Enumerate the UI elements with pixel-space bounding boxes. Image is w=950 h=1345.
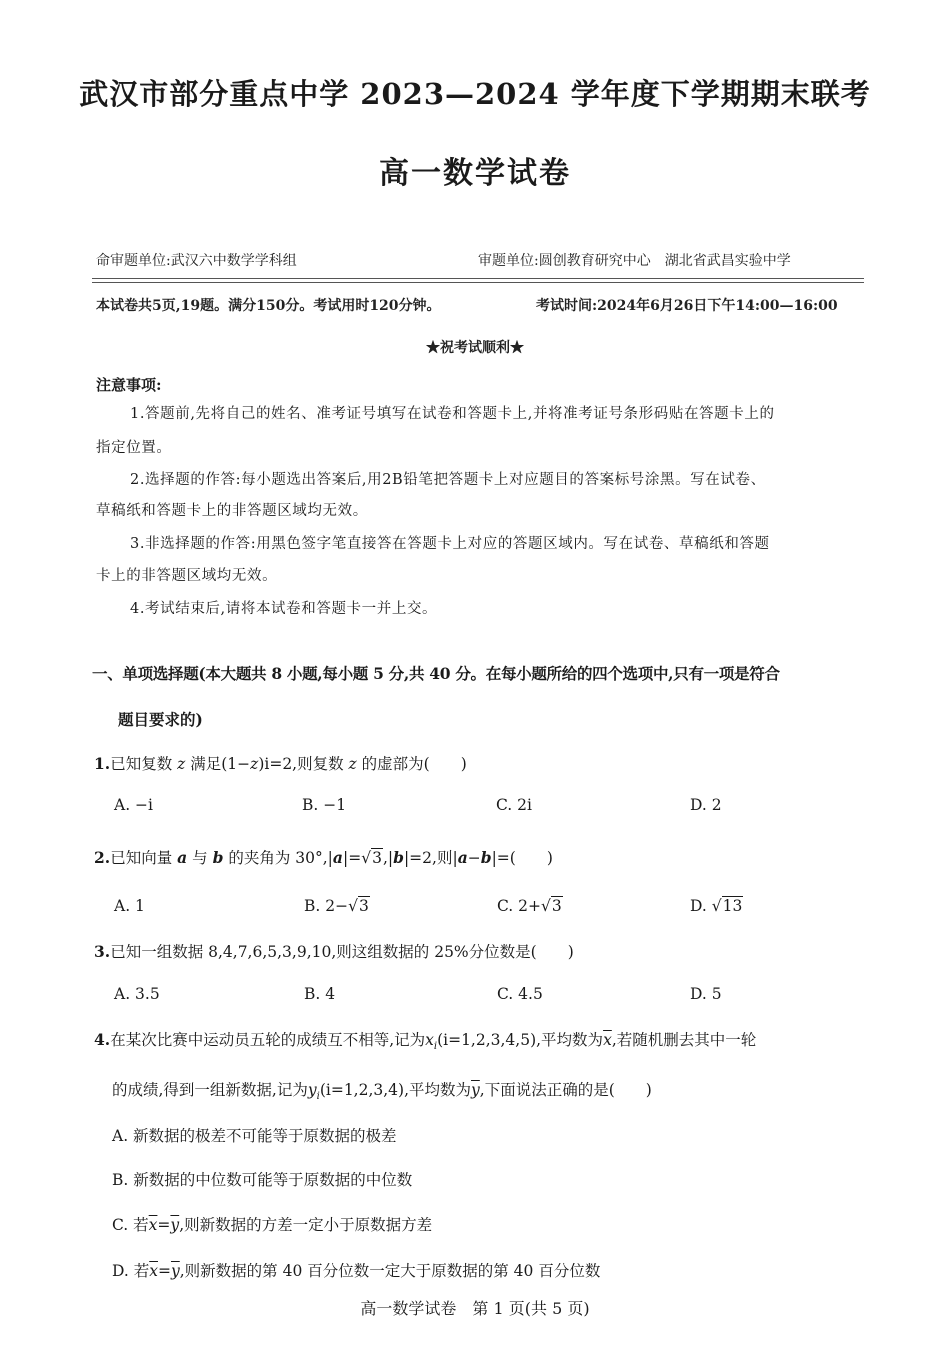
- review-unit: 审题单位:圆创教育研究中心 湖北省武昌实验中学: [478, 253, 791, 269]
- note-line: 指定位置。: [96, 440, 172, 456]
- question-1: 1.已知复数 z 满足(1−z)i=2,则复数 z 的虚部为( ): [94, 754, 467, 773]
- option-a: A. 1: [114, 897, 145, 915]
- option-a: A. 新数据的极差不可能等于原数据的极差: [112, 1127, 397, 1145]
- option-b: B. 4: [304, 985, 336, 1003]
- question-number: 1.: [94, 754, 111, 773]
- notes-title: 注意事项:: [96, 376, 162, 394]
- note-line: 2.选择题的作答:每小题选出答案后,用2B铅笔把答题卡上对应题目的答案标号涂黑。写在试卷、: [130, 472, 766, 488]
- note-line: 1.答题前,先将自己的姓名、准考证号填写在试卷和答题卡上,并将准考证号条形码贴在答题卡上的: [130, 406, 775, 422]
- option-c: C. 4.5: [497, 985, 543, 1003]
- question-4: 4.在某次比赛中运动员五轮的成绩互不相等,记为$x_i(i=1,2,3,4,5)$,平均数为$\overline{x}$,若随机删去其中一轮: [94, 1030, 757, 1053]
- note-line: 草稿纸和答题卡上的非答题区域均无效。: [96, 503, 368, 519]
- section-heading: 一、单项选择题(本大题共 8 小题,每小题 5 分,共 40 分。在每小题所给的四个选项中,只有一项是符合: [92, 664, 780, 683]
- option-d: D. 2: [690, 796, 722, 814]
- question-2: 2.已知向量 a 与 b 的夹角为 30°,|a|=√3,|b|=2,则|a−b|=( ): [94, 848, 553, 867]
- paper-info: 本试卷共5页,19题。满分150分。考试用时120分钟。: [96, 298, 441, 314]
- option-a: A. 3.5: [114, 985, 160, 1003]
- exam-time: 考试时间:2024年6月26日下午14:00—16:00: [536, 298, 838, 314]
- option-c: C. 2i: [496, 796, 532, 814]
- note-line: 3.非选择题的作答:用黑色签字笔直接答在答题卡上对应的答题区域内。写在试卷、草稿纸和答题: [130, 536, 770, 552]
- option-d: D. √13: [690, 897, 743, 915]
- option-b: B. −1: [302, 796, 347, 814]
- option-c: C. 2+√3: [497, 897, 562, 915]
- header-rule-2: [92, 282, 864, 283]
- option-d: D. 5: [690, 985, 722, 1003]
- note-line: 4.考试结束后,请将本试卷和答题卡一并上交。: [130, 601, 438, 617]
- radicand: 3: [372, 849, 382, 867]
- question-number: 2.: [94, 848, 111, 867]
- exam-title: 武汉市部分重点中学 2023—2024 学年度下学期期末联考: [79, 77, 871, 111]
- exam-subtitle: 高一数学试卷: [379, 156, 571, 191]
- page-footer: 高一数学试卷 第 1 页(共 5 页): [360, 1299, 590, 1318]
- question-4-cont: 的成绩,得到一组新数据,记为$y_i(i=1,2,3,4)$,平均数为$\overline{y}$,下面说法正确的是( ): [112, 1081, 652, 1103]
- option-c: C. 若$\overline{x}=\overline{y}$,则新数据的方差一定小于原数据方差: [112, 1216, 433, 1234]
- question-number: 4.: [94, 1030, 111, 1049]
- option-a: A. −i: [114, 796, 153, 814]
- option-d: D. 若$\overline{x}=\overline{y}$,则新数据的第 40 百分位数一定大于原数据的第 40 百分位数: [112, 1262, 601, 1280]
- question-number: 3.: [94, 942, 111, 961]
- author-unit: 命审题单位:武汉六中数学学科组: [96, 253, 297, 269]
- header-rule: [92, 278, 864, 279]
- option-b: B. 2−√3: [304, 897, 369, 915]
- note-line: 卡上的非答题区域均无效。: [96, 568, 278, 584]
- good-luck-banner: ★祝考试顺利★: [426, 340, 524, 356]
- section-heading-cont: 题目要求的): [118, 710, 203, 729]
- question-3: 3.已知一组数据 8,4,7,6,5,3,9,10,则这组数据的 25%分位数是( ): [94, 942, 574, 961]
- option-b: B. 新数据的中位数可能等于原数据的中位数: [112, 1171, 413, 1189]
